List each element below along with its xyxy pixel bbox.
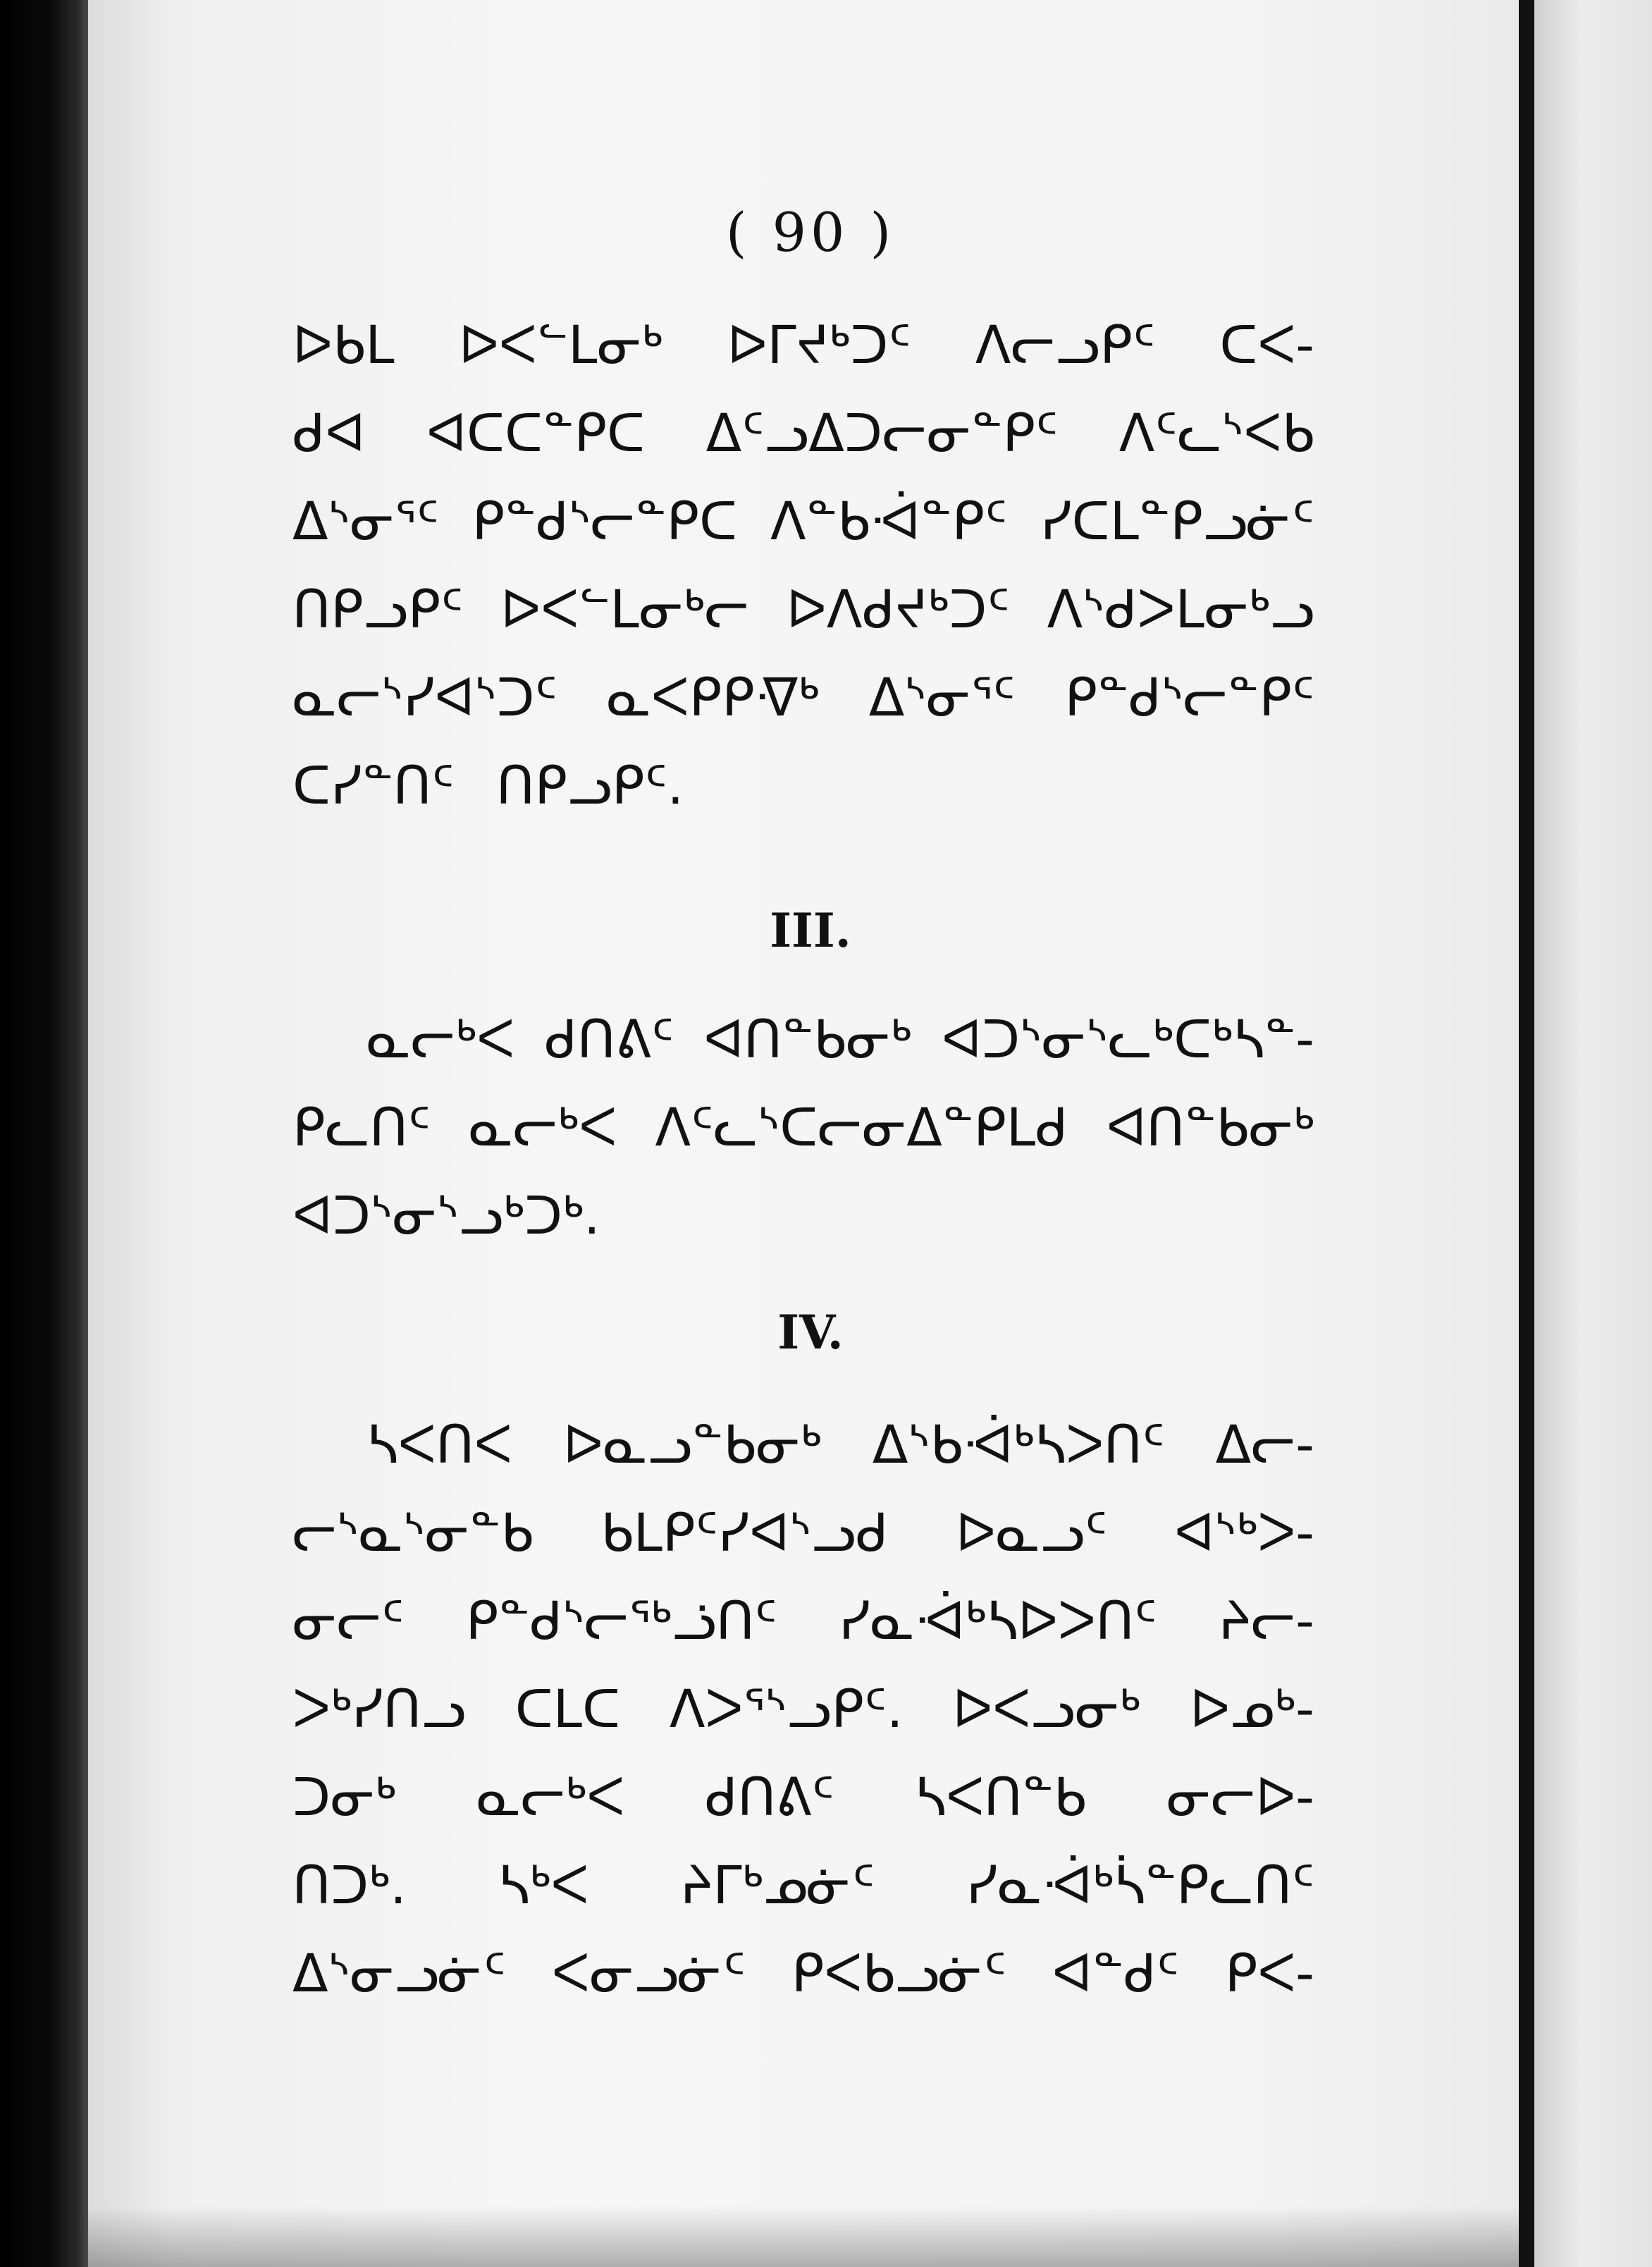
word: ᓯᓇᐙᒃᓴᐅᐳᑎᑦ <box>839 1591 1157 1652</box>
word: ᐊᔅᒃᐳ- <box>1174 1503 1314 1563</box>
word: ᔨᓕ- <box>1218 1591 1314 1652</box>
word: ᐃᑦᓗᐃᑐᓕᓂᓐᑭᑦ <box>705 403 1059 464</box>
word: ᑎᑐᒃ. <box>292 1855 407 1916</box>
book-left-edge <box>0 0 92 2267</box>
word: ᑎᑭᓗᑭᑦ <box>292 579 464 640</box>
section-heading-3: III. <box>770 903 851 958</box>
text-line <box>366 994 1314 1086</box>
word: ᓇᓕᒃᐸ <box>469 1098 617 1158</box>
word: ᐊᓐᑯᑦ <box>1052 1943 1179 2004</box>
text-line <box>292 1170 1314 1262</box>
word: ᑯᑎᕕᑦ <box>705 1767 834 1828</box>
word: ᐸᓂᓗᓃᑦ <box>551 1943 746 2004</box>
text-line <box>292 564 1314 656</box>
word: ᓇᓕᔅᓯᐊᔅᑐᑦ <box>292 668 557 728</box>
text-line <box>292 1487 1314 1579</box>
word: ᐃᓕ- <box>1215 1415 1314 1475</box>
word: ᐅᑲᒪ <box>292 315 395 376</box>
word: ᑭᓐᑯᔅᓕᕐᒃᓘᑎᑦ <box>465 1591 777 1652</box>
word: ᑭᐸ- <box>1224 1943 1314 2004</box>
text-line <box>292 1752 1314 1843</box>
word: ᓂᓕᐅ- <box>1166 1767 1314 1828</box>
word: ᐱᓕᓗᑭᑦ <box>975 315 1156 376</box>
word: ᑕᐸ- <box>1219 315 1314 376</box>
page-bottom-shadow <box>88 2206 1526 2267</box>
section-heading-4: IV. <box>777 1305 844 1360</box>
word: ᑎᑭᓗᑭᑦ. <box>496 756 684 816</box>
word: ᐃᔅᓂᕐᑦ <box>868 668 1016 728</box>
word: ᑯᑎᕕᑦ <box>544 1009 674 1070</box>
word: ᓇᐸᑭᑭᐌᒃ <box>606 668 820 728</box>
word: ᐳᒃᓯᑎᓗ <box>292 1679 466 1740</box>
word: ᑭᐸᑲᓗᓃᑦ <box>791 1943 1006 2004</box>
word: ᐃᔅᓂᓗᓃᑦ <box>292 1943 506 2004</box>
book-spine <box>1519 0 1534 2267</box>
word: ᓇᓕᒃᐸ <box>476 1767 625 1828</box>
word: ᔨᒥᒃᓄᓃᑦ <box>680 1855 875 1916</box>
word: ᑭᓐᑯᔅᓕᓐᑭᑦ <box>1064 668 1314 728</box>
word: ᑭᓐᑯᔅᓕᓐᑭᑕ <box>471 491 737 552</box>
word: ᑐᓂᒃ <box>292 1767 397 1828</box>
word: ᑭᓚᑎᑦ <box>292 1098 431 1158</box>
word: ᓴᐸᑎᓐᑲ <box>914 1767 1087 1828</box>
text-line <box>292 300 1314 391</box>
text-line <box>292 1664 1314 1755</box>
word: ᓇᓕᒃᐸ <box>366 1009 515 1070</box>
word: ᑯᐊ <box>292 403 366 464</box>
text-line <box>292 740 1314 832</box>
facing-page-edge <box>1534 0 1652 2267</box>
word: ᐅᐸᓪᒪᓂᒃ <box>458 315 663 376</box>
word: ᐱᑦᓚᔅᐸᑲ <box>1118 403 1314 464</box>
word: ᓴᐸᑎᐸ <box>366 1415 512 1475</box>
page-number: ( 90 ) <box>725 201 896 264</box>
word: ᓯᑕᒪᓐᑭᓗᓃᑦ <box>1040 491 1314 552</box>
word: ᐱᓐᑲᐙᓐᑭᑦ <box>770 491 1008 552</box>
text-line <box>292 1082 1314 1174</box>
word: ᐊᑐᔅᓂᔅᓗᒃᑐᒃ. <box>292 1186 600 1246</box>
text-line <box>292 1928 1314 2020</box>
text-line <box>292 1840 1314 1931</box>
word: ᐊᑎᓐᑲᓂᒃ <box>703 1009 912 1070</box>
word: ᐃᔅᑲᐙᒃᓴᐳᑎᑦ <box>872 1415 1165 1475</box>
word: ᐅᒥᔪᒃᑐᑦ <box>727 315 911 376</box>
word: ᐊᑐᔅᓂᔅᓚᒃᑕᒃᓴᓐ- <box>942 1009 1314 1070</box>
word: ᐅᓄᒃ- <box>1190 1679 1314 1740</box>
word: ᐅᓇᓗᓐᑲᓂᒃ <box>562 1415 822 1475</box>
word: ᑕᒪᑕ <box>514 1679 620 1740</box>
word: ᐱᑦᓚᔅᑕᓕᓂᐃᓐᑭᒪᑯ <box>655 1098 1068 1158</box>
word: ᐱᐳᕐᔅᓗᑭᑦ. <box>669 1679 904 1740</box>
word: ᓴᒃᐸ <box>498 1855 589 1916</box>
word: ᓯᓇᐙᒃᓵᓐᑭᓚᑎᑦ <box>966 1855 1314 1916</box>
word: ᓕᔅᓇᔅᓂᓐᑲ <box>292 1503 534 1563</box>
text-line <box>292 476 1314 567</box>
text-line <box>366 1399 1314 1491</box>
word: ᐅᐸᓪᒪᓂᒃᓕ <box>500 579 749 640</box>
text-line <box>292 652 1314 744</box>
word: ᓂᓕᑦ <box>292 1591 405 1652</box>
word: ᐅᓇᓗᑦ <box>955 1503 1108 1563</box>
text-line <box>292 1575 1314 1667</box>
word: ᐅᐸᓗᓂᒃ <box>952 1679 1141 1740</box>
word: ᑲᒪᑭᑦᓯᐊᔅᓗᑯ <box>600 1503 889 1563</box>
text-line <box>292 388 1314 479</box>
word: ᐊᑎᓐᑲᓂᒃ <box>1106 1098 1314 1158</box>
word: ᐅᐱᑯᔪᒃᑐᑦ <box>786 579 1010 640</box>
word: ᐊᑕᑕᓐᑭᑕ <box>426 403 645 464</box>
word: ᐃᔅᓂᕐᑦ <box>292 491 439 552</box>
word: ᐱᔅᑯᐳᒪᓂᒃᓗ <box>1047 579 1314 640</box>
word: ᑕᓯᓐᑎᑦ <box>292 756 455 816</box>
